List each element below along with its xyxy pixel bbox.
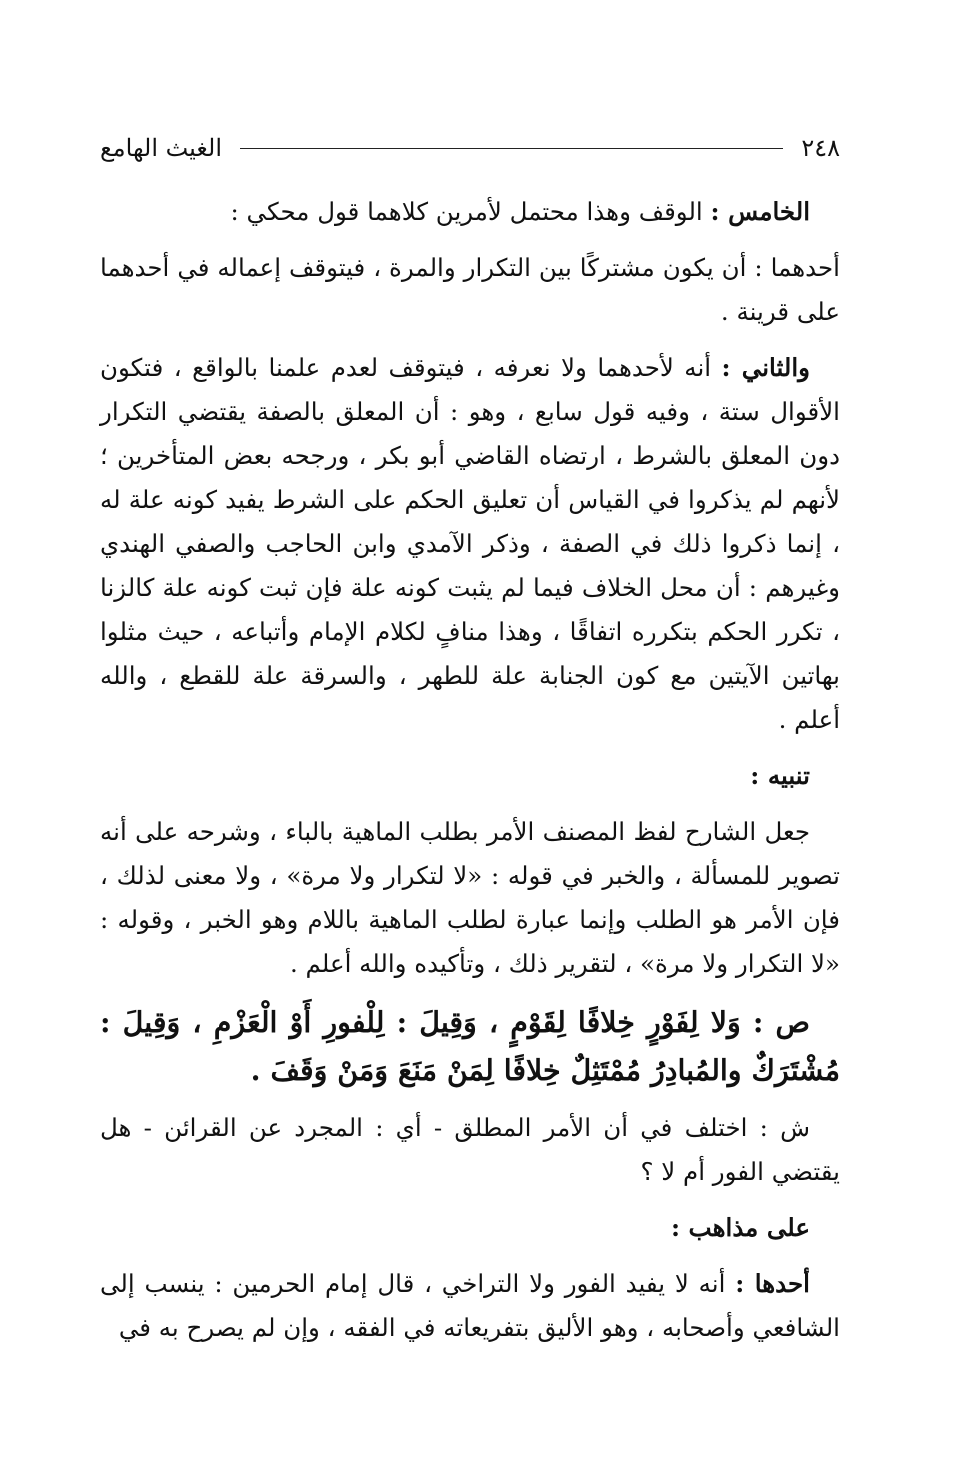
paragraph-notice: جعل الشارح لفظ المصنف الأمر بطلب الماهية بالباء ، وشرحه على أنه تصوير للمسألة ، والخبر في قوله : «لا لتكرار ولا مرة» ، ولا معنى لذلك ، فإن الأمر هو الطلب وإنما عبارة لطلب الماهية باللام وهو الخبر ، وقوله : «لا التكرار ولا مرة» ، لتقرير ذلك ، وتأكيده والله أعلم . [100,817,840,978]
running-title: الغيث الهامع [100,134,222,162]
section-heading-notice: تنبيه : [750,761,810,790]
paragraph-lead: الخامس : [710,197,810,226]
paragraph-text: أنه لأحدهما ولا نعرفه ، فيتوقف لعدم علمنا بالواقع ، فتكون الأقوال ستة ، وفيه قول سابع ، وهو : أن المعلق بالصفة يقتضي التكرار دون المعلق بالشرط ، ارتضاه القاضي أبو بكر ، ورجحه بعض المتأخرين ؛ لأنهم لم يذكروا في القياس أن تعليق الحكم على الشرط يفيد كونه علة له ، إنما ذكروا ذلك في الصفة ، وذكر الآمدي وابن الحاجب والصفي الهندي وغيرهم : أن محل الخلاف فيما لم يثبت كونه علة فإن ثبت كونه علة كالزنا ، تكرر الحكم بتكرره اتفاقًا ، وهذا منافٍ لكلام الإمام وأتباعه ، حيث مثلوا بهاتين الآيتين مع كون الجنابة علة للطهر ، والسرقة علة للقطع ، والله أعلم . [100,353,840,734]
paragraph-text: أنه لا يفيد الفور ولا التراخي ، قال إمام الحرمين : ينسب إلى الشافعي وأصحابه ، وهو الأليق بتفريعاته في الفقه ، وإن لم يصرح به في [100,1269,840,1342]
matn-text: ص : وَلا لِفَوْرٍ خِلافًا لِقَوْمٍ ، وَقِيلَ : لِلْفورِ أَوْ الْعَزْمِ ، وَقِيلَ : مُشْتَرَكٌ والمُبادِرُ مُمْتَثِلٌ خِلافًا لِمَنْ مَنَعَ وَمَنْ وَقَفَ . [100,1005,840,1087]
paragraph-schools: على مذاهب : [670,1213,810,1242]
paragraph-text: الوقف وهذا محتمل لأمرين كلاهما قول محكي : [230,197,703,226]
paragraph-fifth-view [100,190,840,234]
paragraph-first-school [100,1262,840,1350]
paragraph-commentary: ش : اختلف في أن الأمر المطلق - أي : المجرد عن القرائن - هل يقتضي الفور أم لا ؟ [100,1113,840,1186]
paragraph-second-option [100,346,840,742]
page-body [100,190,840,1362]
page-header [100,128,840,168]
paragraph-first-option: أحدهما : أن يكون مشتركًا بين التكرار والمرة ، فيتوقف إعماله في أحدهما على قرينة . [100,253,840,326]
page-number: ٢٤٨ [801,134,840,162]
paragraph-lead: أحدها : [735,1269,810,1298]
paragraph-lead: والثاني : [721,353,810,382]
header-rule [240,148,783,149]
